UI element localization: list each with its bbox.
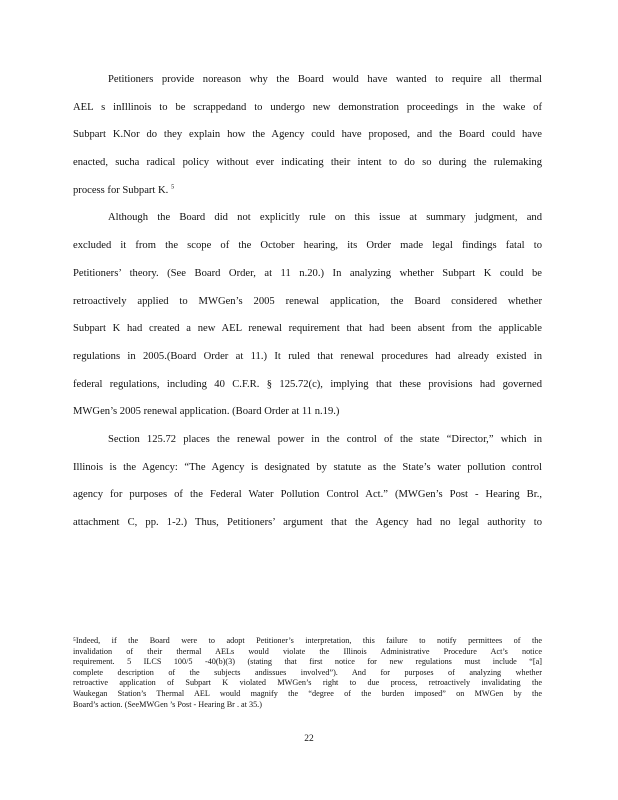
body-line	[73, 481, 542, 509]
body-line	[73, 121, 542, 149]
body-line	[73, 371, 542, 399]
body-line-text: attachment C, pp. 1-2.) Thus, Petitioners’ argument that the Agency had no legal authority to	[73, 517, 542, 528]
body-line	[73, 288, 542, 316]
body-line-text: excluded it from the scope of the October hearing, its Order made legal findings fatal to	[73, 240, 542, 252]
body-line-text: agency for purposes of the Federal Water Pollution Control Act.” (MWGen’s Post - Hearing Br.,	[73, 489, 542, 501]
body-line	[73, 315, 542, 343]
body-line-text: enacted, sucha radical policy without ever indicating their intent to do so during the rulemaking	[73, 157, 542, 169]
body-line-text: Subpart K.Nor do they explain how the Agency could have proposed, and the Board could have	[73, 129, 542, 141]
body-line-text: retroactively applied to MWGen’s 2005 renewal application, the Board considered whether	[73, 295, 542, 307]
body-line-text: Petitioners’ theory. (See Board Order, at 11 n.20.) In analyzing whether Subpart K could be	[73, 267, 542, 279]
body-line-text: Petitioners provide noreason why the Board would have wanted to require all thermal	[108, 74, 542, 85]
footnote-line: Waukegan Station’s Thermal AEL would magnify the “degree of the burden imposed” on MWGen by the	[73, 688, 542, 698]
body-line-text: MWGen’s 2005 renewal application. (Board Order at 11 n.19.)	[73, 406, 340, 418]
body-line	[73, 204, 542, 232]
footnote-line: requirement. 5 ILCS 100/5 -40(b)(3) (stating that first notice for new regulations must include “[a]	[73, 657, 542, 667]
body-line	[73, 260, 542, 288]
body-line	[73, 232, 542, 260]
body-text	[73, 66, 542, 537]
body-line-text: process for Subpart K.	[73, 184, 171, 196]
body-line	[73, 509, 542, 537]
body-line	[73, 426, 542, 454]
footnote-marker: 5	[170, 183, 175, 191]
body-line-text: Although the Board did not explicitly rule on this issue at summary judgment, and	[108, 212, 542, 224]
page-number: 22	[304, 734, 314, 744]
footnotes	[73, 636, 542, 710]
footnote-line: complete description of the subjects andissues involved”). And for purposes of analyzing whether	[73, 667, 542, 677]
body-line-text: Illinois is the Agency: “The Agency is designated by statute as the State’s water pollution control	[73, 461, 542, 473]
body-line	[73, 94, 542, 122]
footnote-line: Board’s action. (SeeMWGen ’s Post - Hearing Br . at 35.)	[73, 699, 262, 709]
footnote-line: retroactive application of Subpart K violated MWGen’s right to due process, retroactively invalidating the	[73, 678, 542, 688]
body-line	[73, 149, 542, 177]
body-line	[73, 177, 542, 205]
footnote-line: ⁵Indeed, if the Board were to adopt Petitioner’s interpretation, this failure to notify permittees of the	[73, 636, 542, 645]
body-line	[73, 398, 542, 426]
body-line	[73, 454, 542, 482]
body-line-text: Section 125.72 places the renewal power in the control of the state “Director,” which in	[108, 433, 542, 445]
body-line-text: regulations in 2005.(Board Order at 11.) It ruled that renewal procedures had already existed in	[73, 350, 542, 362]
body-line-text: federal regulations, including 40 C.F.R. § 125.72(c), implying that these provisions had governed	[73, 378, 542, 390]
body-line-text: Subpart K had created a new AEL renewal requirement that had been absent from the applicable	[73, 323, 542, 335]
body-line	[73, 343, 542, 371]
body-line-text: AEL s inIllinois to be scrappedand to undergo new demonstration proceedings in the wake of	[73, 101, 542, 113]
footnote-line: invalidation of their thermal AELs would violate the Illinois Administrative Procedure Act’s notice	[73, 646, 542, 656]
body-line	[73, 66, 542, 94]
